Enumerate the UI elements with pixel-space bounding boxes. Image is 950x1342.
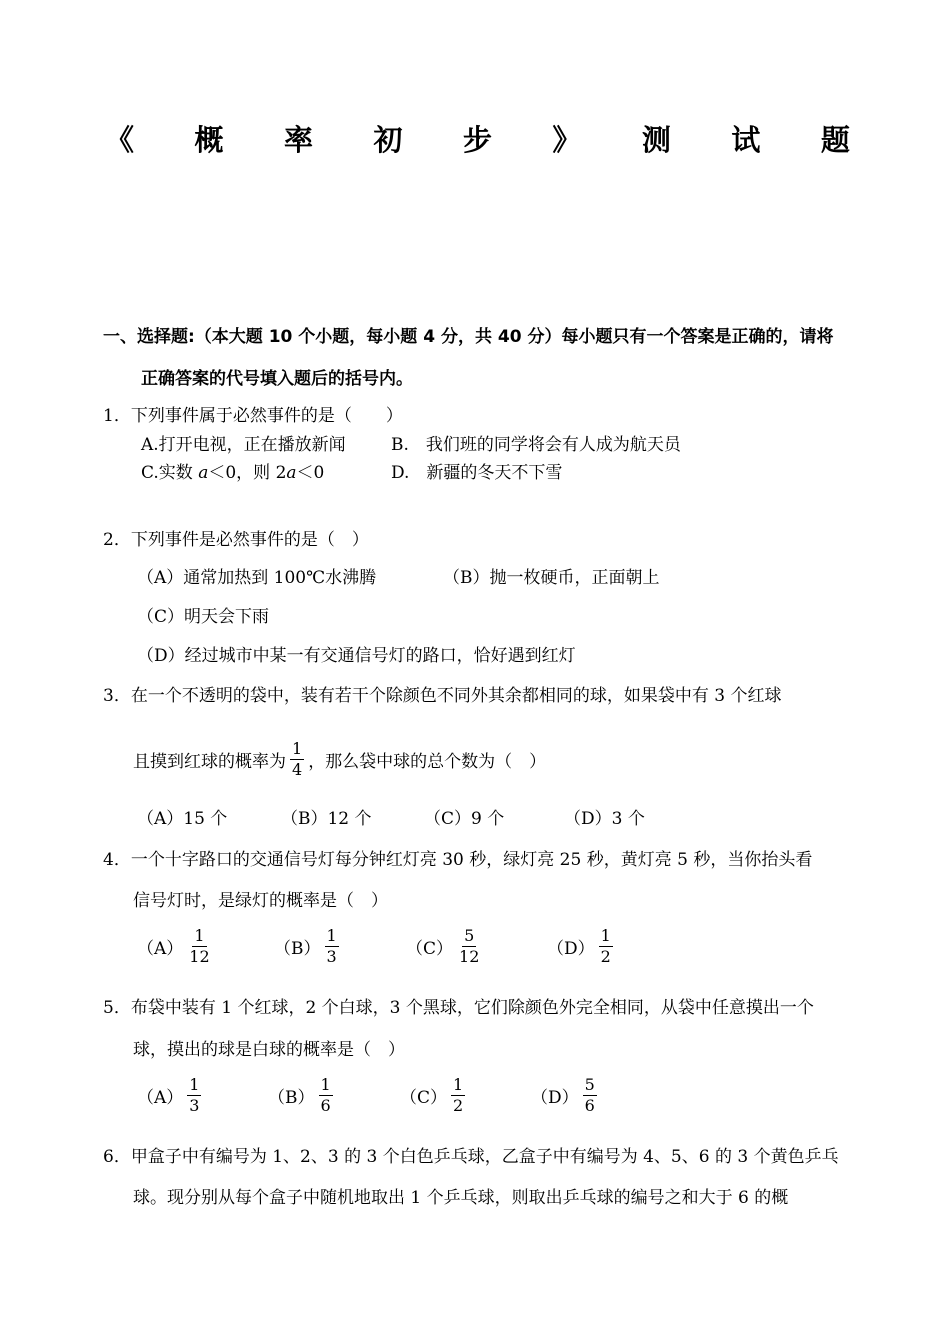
title-char: 试 xyxy=(731,123,761,157)
fraction-numerator: 1 xyxy=(194,926,205,945)
option-label: （C） xyxy=(400,1088,448,1108)
fraction xyxy=(187,926,211,967)
fraction-denominator: 12 xyxy=(189,947,210,966)
stem-text: 且摸到红球的概率为 xyxy=(133,752,286,772)
question-4-option-d xyxy=(547,926,617,967)
question-2-option-a: （A）通常加热到 100℃水沸腾 xyxy=(137,568,377,588)
title-char: 测 xyxy=(641,123,671,157)
option-label: （A） xyxy=(137,1088,184,1108)
title-char: 《 xyxy=(105,123,135,157)
question-5-stem: 5．布袋中装有 1 个红球，2 个白球，3 个黑球，它们除颜色外完全相同，从袋中任意摸出一个 xyxy=(103,998,814,1018)
fraction-denominator: 2 xyxy=(453,1096,464,1115)
fraction-denominator: 3 xyxy=(326,947,337,966)
section-heading: 一、选择题:（本大题 10 个小题，每小题 4 分，共 40 分）每小题只有一个答案是正确的，请将 xyxy=(103,327,834,347)
option-c-middle: ＜0，则 2 xyxy=(208,463,287,483)
option-label: （C） xyxy=(406,939,454,959)
fraction xyxy=(290,739,304,780)
variable-a: a xyxy=(286,463,297,483)
variable-a: a xyxy=(198,463,209,483)
fraction-denominator: 2 xyxy=(600,947,611,966)
fraction-denominator: 6 xyxy=(584,1096,595,1115)
option-label: （B） xyxy=(274,939,321,959)
fraction-denominator: 12 xyxy=(459,947,480,966)
question-4-option-c xyxy=(406,926,485,967)
option-label: （D） xyxy=(531,1088,579,1108)
fraction-numerator: 1 xyxy=(326,926,337,945)
stem-text: ，那么袋中球的总个数为（ ） xyxy=(308,752,547,772)
question-1-option-c xyxy=(141,458,324,483)
question-3-option-d: （D）3 个 xyxy=(564,809,645,829)
fraction-denominator: 4 xyxy=(292,760,303,779)
fraction-numerator: 1 xyxy=(320,1075,331,1094)
fraction-numerator: 1 xyxy=(600,926,611,945)
title-char: 率 xyxy=(283,123,313,157)
fraction xyxy=(451,1075,465,1116)
fraction-numerator: 5 xyxy=(464,926,475,945)
section-heading-cont: 正确答案的代号填入题后的括号内。 xyxy=(141,369,413,389)
fraction xyxy=(325,926,339,967)
question-4-option-b xyxy=(274,926,343,967)
question-5-option-b xyxy=(268,1075,337,1116)
question-4-option-a xyxy=(137,926,216,967)
question-4-stem: 4．一个十字路口的交通信号灯每分钟红灯亮 30 秒，绿灯亮 25 秒，黄灯亮 5 秒，当你抬头看 xyxy=(103,850,813,870)
question-2-stem: 2．下列事件是必然事件的是（ ） xyxy=(103,530,369,550)
option-label: （B） xyxy=(268,1088,315,1108)
fraction-numerator: 1 xyxy=(453,1075,464,1094)
question-2-option-b: （B）抛一枚硬币，正面朝上 xyxy=(443,568,660,588)
question-1-option-a: A.打开电视，正在播放新闻 xyxy=(141,435,346,455)
fraction xyxy=(187,1075,201,1116)
question-2-option-c: （C）明天会下雨 xyxy=(137,607,270,627)
title-char: 步 xyxy=(462,123,492,157)
question-6-stem-cont: 球。现分别从每个盒子中随机地取出 1 个乒乓球，则取出乒乓球的编号之和大于 6 的概 xyxy=(133,1188,789,1208)
option-c-prefix: C.实数 xyxy=(141,463,199,483)
question-5-option-d xyxy=(531,1075,601,1116)
option-c-suffix: ＜0 xyxy=(296,463,325,483)
question-3-option-c: （C）9 个 xyxy=(424,809,505,829)
question-3-option-b: （B）12 个 xyxy=(281,809,372,829)
option-label: （D） xyxy=(547,939,595,959)
fraction-numerator: 5 xyxy=(584,1075,595,1094)
question-1-stem: 1．下列事件属于必然事件的是（ ） xyxy=(103,406,403,426)
page-title xyxy=(105,118,850,158)
title-char: 初 xyxy=(373,123,403,157)
question-3-stem: 3．在一个不透明的袋中，装有若干个除颜色不同外其余都相同的球，如果袋中有 3 个红球 xyxy=(103,686,782,706)
title-char: 》 xyxy=(552,123,582,157)
question-5-option-a xyxy=(137,1075,205,1116)
fraction-numerator: 1 xyxy=(189,1075,200,1094)
question-4-stem-cont: 信号灯时，是绿灯的概率是（ ） xyxy=(133,891,388,911)
fraction xyxy=(457,926,481,967)
fraction-denominator: 3 xyxy=(189,1096,200,1115)
fraction-denominator: 6 xyxy=(320,1096,331,1115)
fraction xyxy=(599,926,613,967)
question-5-option-c xyxy=(400,1075,469,1116)
title-char: 概 xyxy=(194,123,224,157)
option-label: （A） xyxy=(137,939,184,959)
question-2-option-d: （D）经过城市中某一有交通信号灯的路口，恰好遇到红灯 xyxy=(137,646,576,666)
fraction xyxy=(583,1075,597,1116)
question-3-stem-cont xyxy=(133,739,546,780)
question-3-option-a: （A）15 个 xyxy=(137,809,228,829)
title-char: 题 xyxy=(820,123,850,157)
question-6-stem: 6．甲盒子中有编号为 1、2、3 的 3 个白色乒乓球，乙盒子中有编号为 4、5、6 的 3 个黄色乒乓 xyxy=(103,1147,839,1167)
fraction xyxy=(319,1075,333,1116)
question-5-stem-cont: 球，摸出的球是白球的概率是（ ） xyxy=(133,1040,405,1060)
fraction-numerator: 1 xyxy=(292,739,303,758)
question-1-option-d: D. 新疆的冬天不下雪 xyxy=(391,463,563,483)
question-1-option-b: B. 我们班的同学将会有人成为航天员 xyxy=(391,435,681,455)
